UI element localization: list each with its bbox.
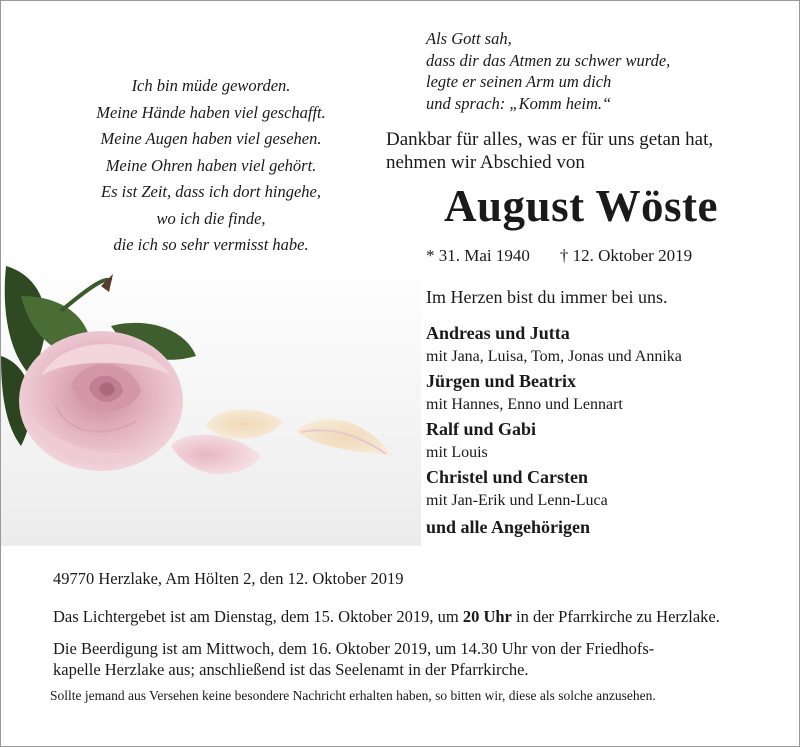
prayer-text-before: Das Lichtergebet ist am Dienstag, dem 15. Oktober 2019, um xyxy=(53,607,463,626)
prayer-time: 20 Uhr xyxy=(462,607,512,626)
mourner-family xyxy=(426,369,786,417)
poem-line: Meine Hände haben viel geschafft. xyxy=(96,102,326,122)
rose-illustration xyxy=(1,256,421,546)
poem-line: die ich so sehr vermisst habe. xyxy=(113,235,309,254)
poem xyxy=(31,73,391,259)
burial-line: kapelle Herzlake aus; anschließend ist das Seelenamt in der Pfarrkirche. xyxy=(53,660,529,679)
quote xyxy=(426,28,786,114)
quote-line: Als Gott sah, xyxy=(426,29,512,48)
quote-line: dass dir das Atmen zu schwer wurde, xyxy=(426,50,671,70)
mourner-name: Jürgen und Beatrix xyxy=(426,371,577,391)
burial-info xyxy=(53,638,783,680)
quote-line: legte er seinen Arm um dich xyxy=(426,72,612,91)
quote-line: und sprach: „Komm heim.“ xyxy=(426,93,612,113)
mourner-family xyxy=(426,321,786,369)
intro-text xyxy=(386,128,796,174)
mourner-name: Christel und Carsten xyxy=(426,467,589,487)
poem-line: Meine Augen haben viel gesehen. xyxy=(100,129,322,148)
mourners-final: und alle Angehörigen xyxy=(426,517,591,537)
prayer-text-after: in der Pfarrkirche zu Herzlake. xyxy=(511,607,720,626)
mourner-name: Ralf und Gabi xyxy=(426,419,537,439)
poem-line: Ich bin müde geworden. xyxy=(131,76,291,95)
mourner-family xyxy=(426,417,786,465)
death-date: † 12. Oktober 2019 xyxy=(559,246,693,265)
prayer-info xyxy=(53,606,783,627)
funeral-details xyxy=(50,568,783,705)
mourner-children: mit Jana, Luisa, Tom, Jonas und Annika xyxy=(426,348,682,365)
birth-date: * 31. Mai 1940 xyxy=(426,246,530,265)
address-line: 49770 Herzlake, Am Hölten 2, den 12. Oktober 2019 xyxy=(53,569,404,588)
mourner-family xyxy=(426,465,786,513)
notice-note: Sollte jemand aus Versehen keine besondere Nachricht erhalten haben, so bitten wir, diese als solche anzusehen. xyxy=(50,688,656,703)
rose-image xyxy=(1,256,421,546)
burial-line: Die Beerdigung ist am Mittwoch, dem 16. Oktober 2019, um 14.30 Uhr von der Friedhofs- xyxy=(53,639,655,658)
intro-line-1: Dankbar für alles, was er für uns getan hat, xyxy=(386,129,714,150)
mourners-list xyxy=(426,321,786,539)
heart-text: Im Herzen bist du immer bei uns. xyxy=(426,287,668,307)
poem-line: Meine Ohren haben viel gehört. xyxy=(105,155,317,175)
life-dates xyxy=(426,245,786,267)
intro-line-2: nehmen wir Abschied von xyxy=(386,152,585,173)
poem-line: Es ist Zeit, dass ich dort hingehe, xyxy=(101,182,321,201)
mourner-children: mit Louis xyxy=(426,444,488,461)
mourner-name: Andreas und Jutta xyxy=(426,323,570,343)
poem-line: wo ich die finde, xyxy=(156,208,266,228)
mourner-children: mit Jan-Erik und Lenn-Luca xyxy=(426,492,608,509)
mourner-children: mit Hannes, Enno und Lennart xyxy=(426,396,623,413)
deceased-name: August Wöste xyxy=(444,181,718,231)
